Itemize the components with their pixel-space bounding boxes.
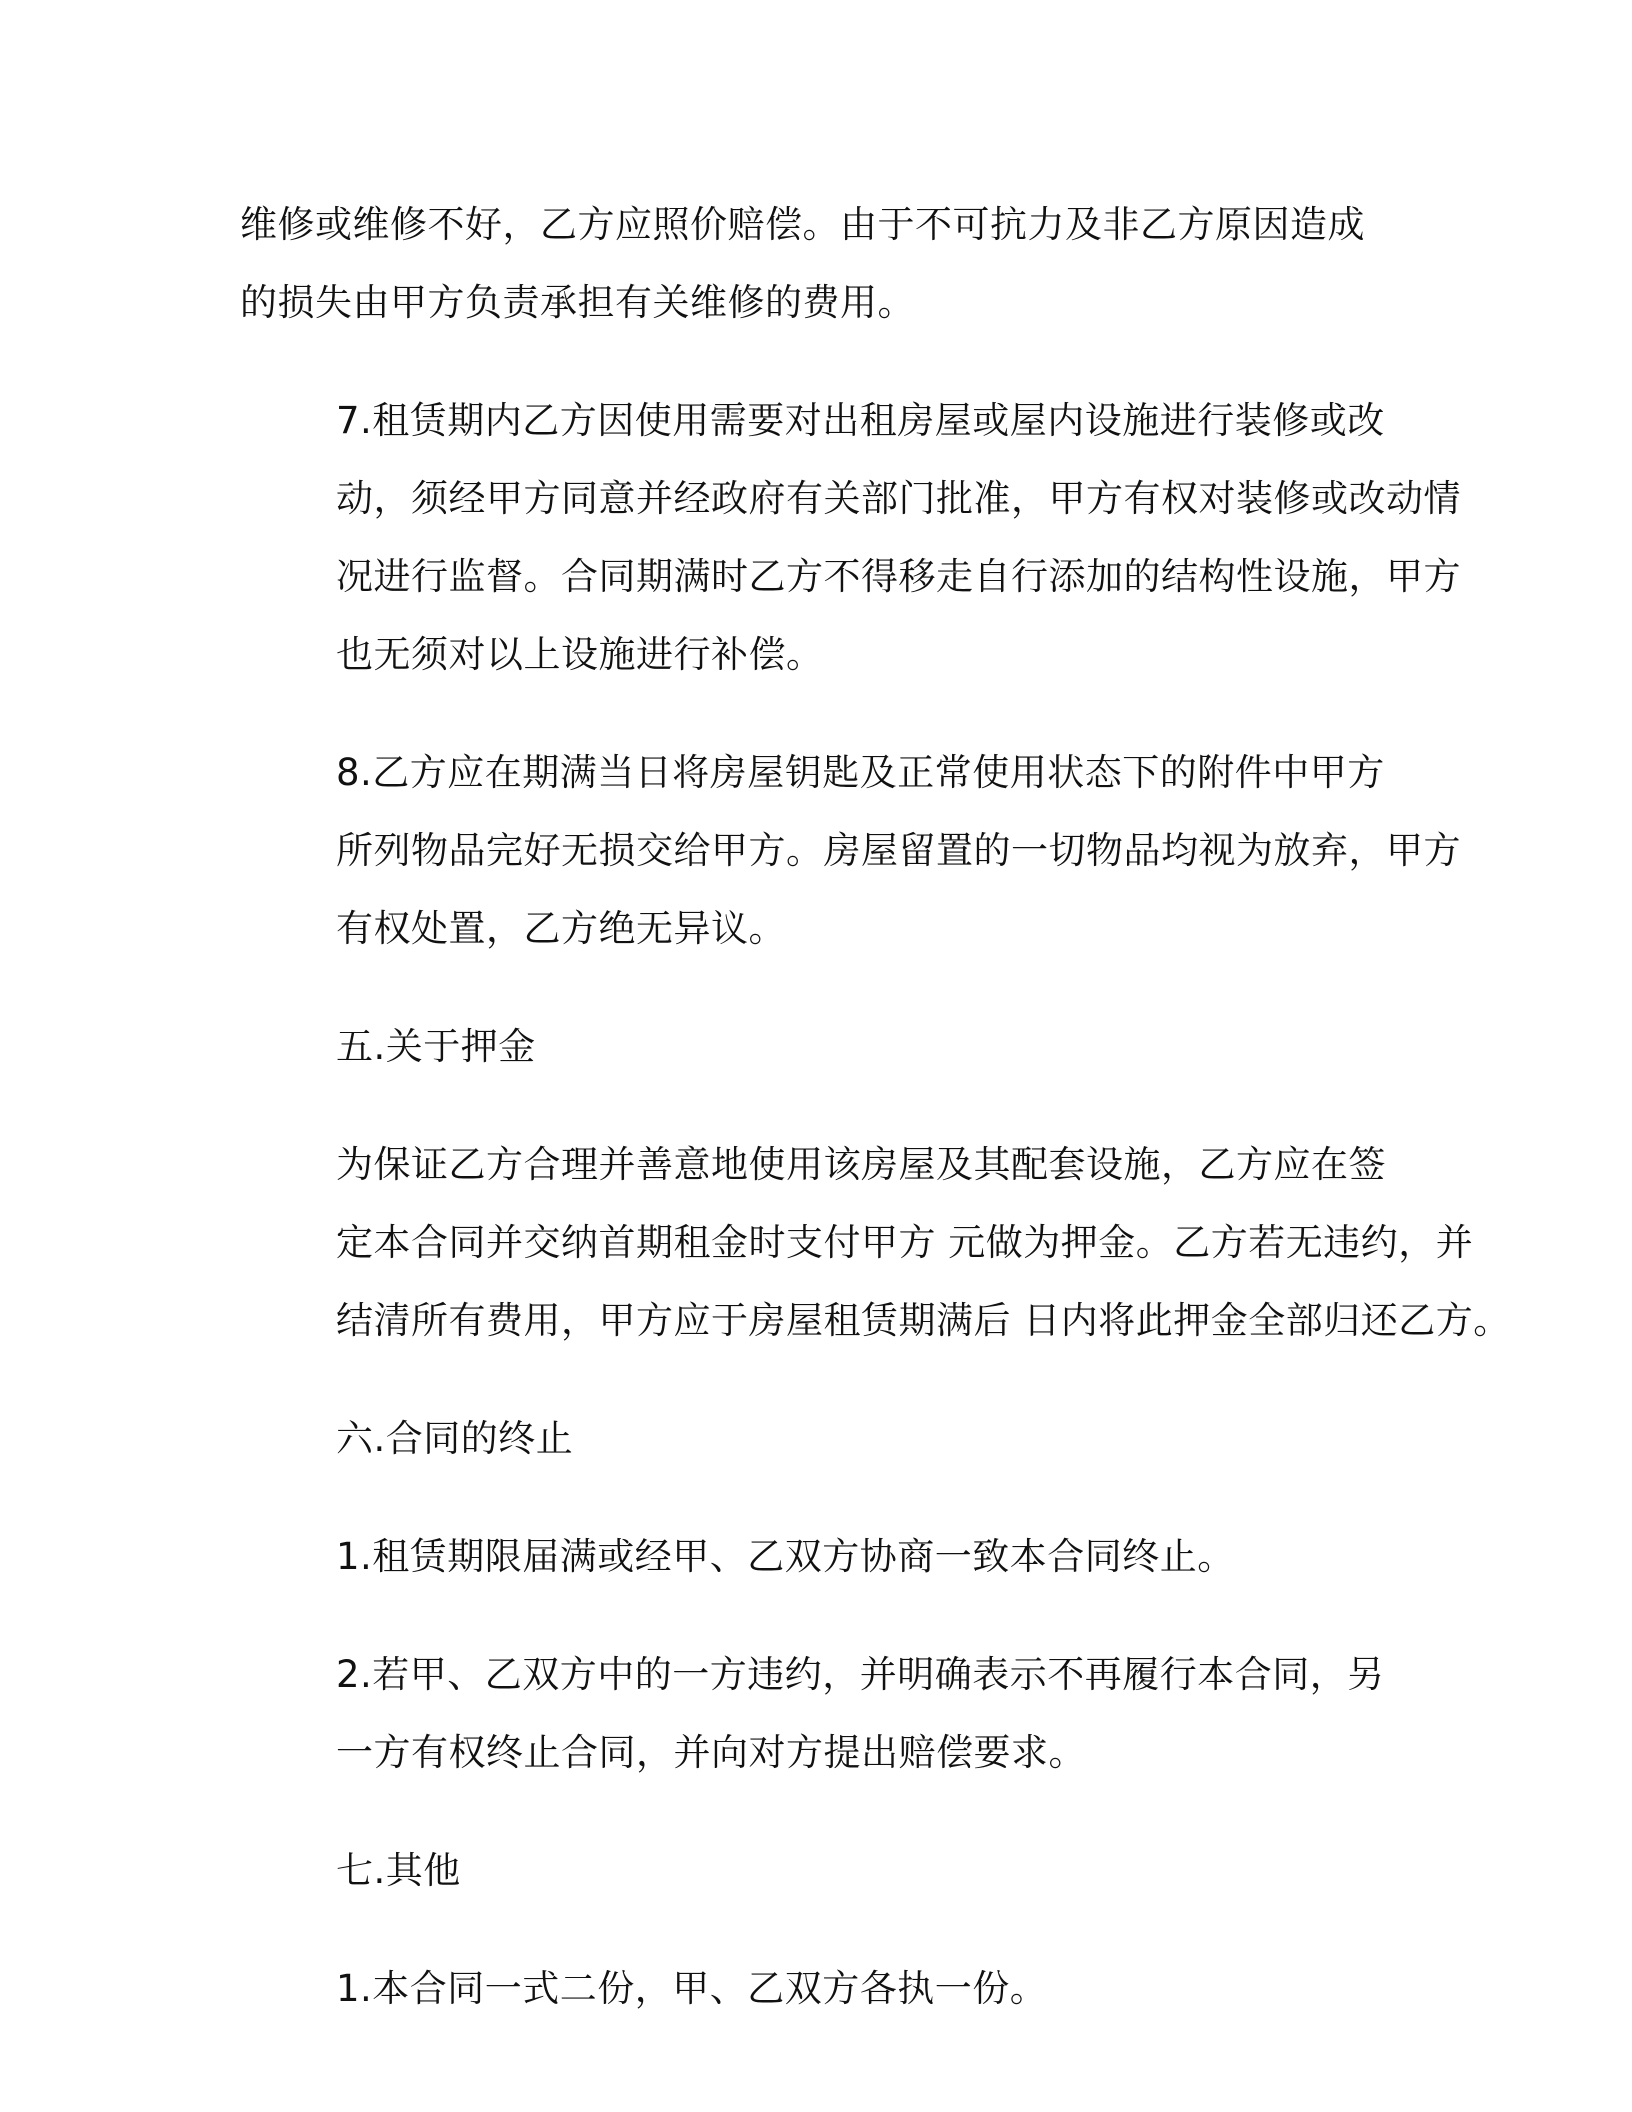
clause-8-return-keys — [240, 734, 1461, 968]
clause-termination-2 — [240, 1636, 1402, 1792]
text-line: 8.乙方应在期满当日将房屋钥匙及正常使用状态下的附件中甲方 — [336, 751, 1385, 794]
paragraph-repair-compensation — [240, 186, 1402, 342]
clause-other-1 — [240, 1950, 1402, 2028]
section-heading-other — [240, 1832, 1402, 1910]
section-heading-termination — [240, 1400, 1402, 1478]
text-line: 7.租赁期内乙方因使用需要对出租房屋或屋内设施进行装修或改 — [336, 399, 1385, 442]
text-line: 七.其他 — [336, 1849, 461, 1892]
paragraph-deposit-terms — [240, 1126, 1511, 1360]
text-line: 1.租赁期限届满或经甲、乙双方协商一致本合同终止。 — [336, 1535, 1235, 1578]
text-line: 2.若甲、乙双方中的一方违约，并明确表示不再履行本合同，另 — [336, 1653, 1385, 1696]
text-line: 六.合同的终止 — [336, 1417, 574, 1460]
text-line: 况进行监督。合同期满时乙方不得移走自行添加的结构性设施，甲方 — [336, 555, 1461, 598]
text-line: 维修或维修不好，乙方应照价赔偿。由于不可抗力及非乙方原因造成 — [240, 203, 1365, 246]
document-body — [240, 186, 1511, 2068]
section-heading-deposit — [240, 1008, 1402, 1086]
text-line: 1.本合同一式二份，甲、乙双方各执一份。 — [336, 1967, 1048, 2010]
text-line: 所列物品完好无损交给甲方。房屋留置的一切物品均视为放弃，甲方 — [336, 829, 1461, 872]
text-line: 动，须经甲方同意并经政府有关部门批准，甲方有权对装修或改动情 — [336, 477, 1461, 520]
text-line: 也无须对以上设施进行补偿。 — [336, 633, 824, 676]
text-line: 一方有权终止合同，并向对方提出赔偿要求。 — [336, 1731, 1086, 1774]
clause-7-renovation — [240, 382, 1461, 694]
text-line: 结清所有费用，甲方应于房屋租赁期满后 日内将此押金全部归还乙方。 — [336, 1299, 1511, 1342]
text-line: 为保证乙方合理并善意地使用该房屋及其配套设施，乙方应在签 — [336, 1143, 1386, 1186]
clause-termination-1 — [240, 1518, 1402, 1596]
text-line: 的损失由甲方负责承担有关维修的费用。 — [240, 281, 915, 324]
text-line: 有权处置，乙方绝无异议。 — [336, 907, 786, 950]
text-line: 定本合同并交纳首期租金时支付甲方 元做为押金。乙方若无违约，并 — [336, 1221, 1474, 1264]
text-line: 五.关于押金 — [336, 1025, 536, 1068]
